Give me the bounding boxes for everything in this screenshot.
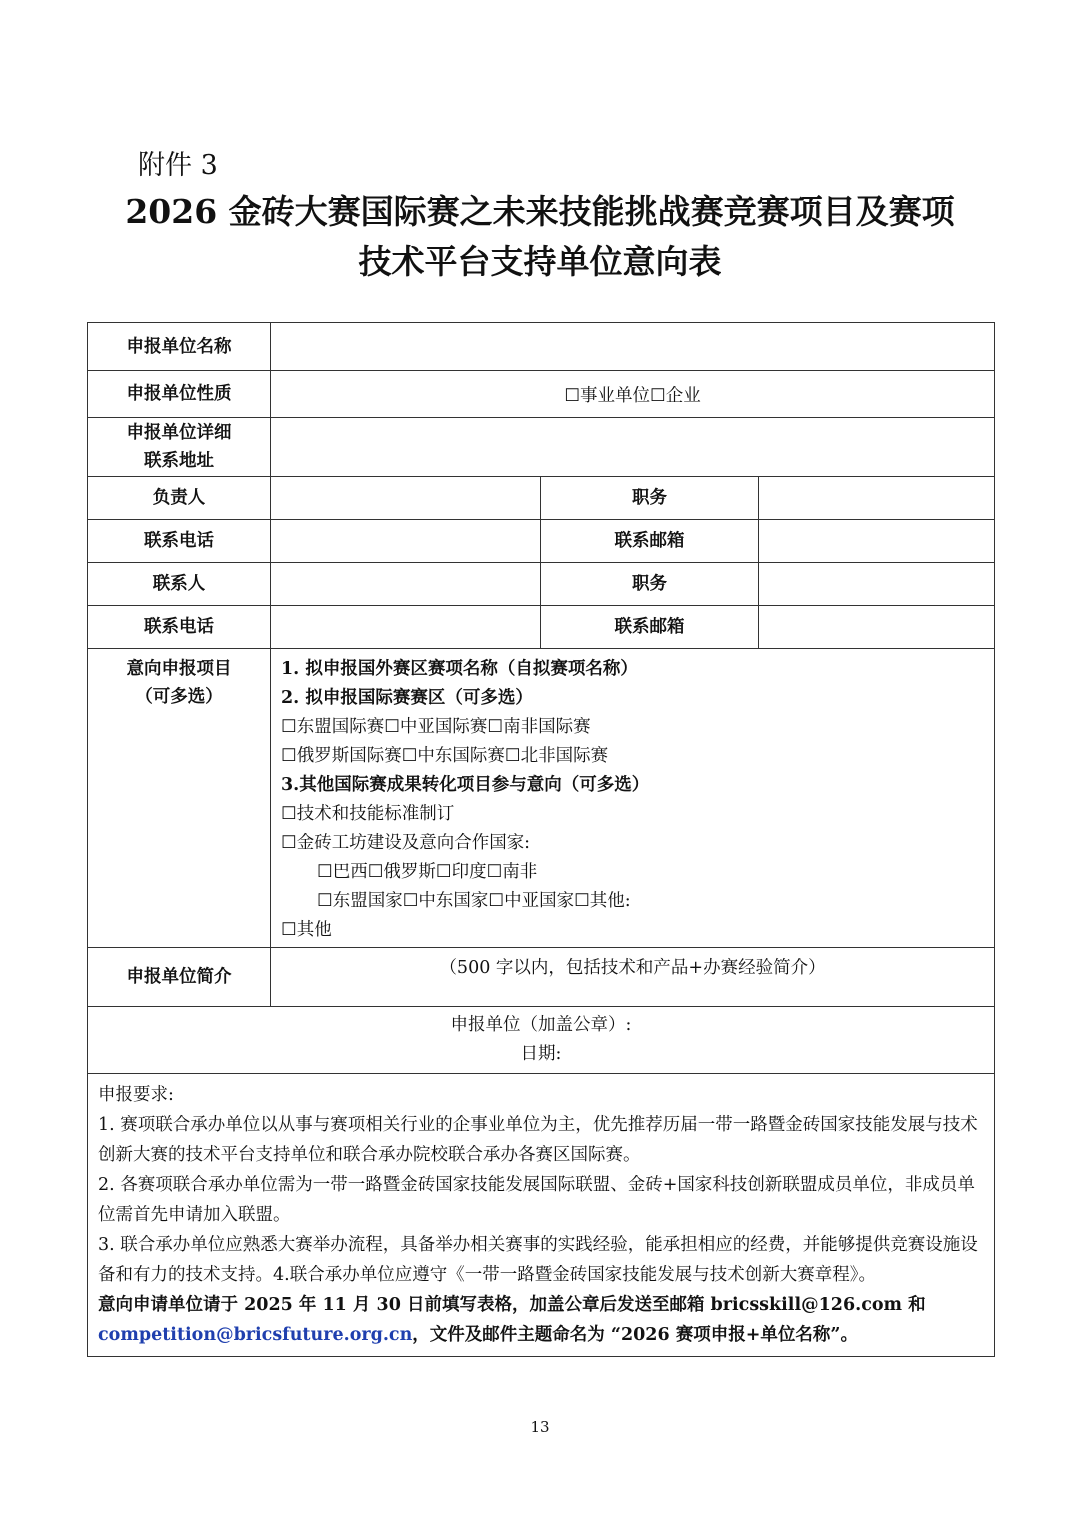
- row-requirements: [88, 1074, 995, 1357]
- unit-name-field[interactable]: [271, 323, 995, 371]
- intent-label-line2: （可多选）: [135, 687, 223, 707]
- intent-label-line1: 意向申报项目: [126, 659, 232, 679]
- intent-label: [88, 649, 271, 948]
- other-checkbox[interactable]: ☐其他: [281, 920, 332, 940]
- competition-email-link[interactable]: competition@bricsfuture.org.cn: [98, 1325, 413, 1345]
- row-unit-name: [88, 323, 995, 371]
- intent-options: [271, 649, 995, 948]
- address-label-line1: 申报单位详细: [126, 423, 232, 443]
- intro-field[interactable]: （500 字以内，包括技术和产品+办赛经验简介）: [271, 948, 995, 1007]
- zone-checkboxes-row2[interactable]: ☐俄罗斯国际赛☐中东国际赛☐北非国际赛: [281, 746, 609, 766]
- responsible-field[interactable]: [271, 477, 541, 520]
- requirements-heading: 申报要求:: [98, 1085, 174, 1105]
- country-checkboxes-row1[interactable]: ☐巴西☐俄罗斯☐印度☐南非: [317, 862, 538, 882]
- row-intent: [88, 649, 995, 948]
- unit-type-options[interactable]: ☐事业单位☐企业: [271, 371, 995, 418]
- address-field[interactable]: [271, 418, 995, 477]
- responsible-label: 负责人: [88, 477, 271, 520]
- submission-note-part2: ，文件及邮件主题命名为 “2026 赛项申报+单位名称”。: [412, 1325, 858, 1345]
- row-sign: [88, 1007, 995, 1074]
- contact-label: 联系人: [88, 563, 271, 606]
- unit-type-label: 申报单位性质: [88, 371, 271, 418]
- row-phone: [88, 520, 995, 563]
- workshop-checkbox[interactable]: ☐金砖工坊建设及意向合作国家:: [281, 833, 531, 853]
- intent-item1: 1. 拟申报国外赛区赛项名称（自拟赛项名称）: [281, 659, 638, 679]
- row-unit-type: [88, 371, 995, 418]
- zone-checkboxes-row1[interactable]: ☐东盟国际赛☐中亚国际赛☐南非国际赛: [281, 717, 591, 737]
- attachment-label: 附件 3: [138, 150, 218, 181]
- phone2-field[interactable]: [271, 606, 541, 649]
- submission-note: [98, 1290, 984, 1350]
- email2-label: 联系邮箱: [541, 606, 759, 649]
- requirement-1: 1. 赛项联合承办单位以从事与赛项相关行业的企事业单位为主，优先推荐历届一带一路暨金砖国家技能发展与技术创新大赛的技术平台支持单位和联合承办院校联合承办各赛区国际赛。: [98, 1115, 978, 1165]
- row-phone2: [88, 606, 995, 649]
- phone-field[interactable]: [271, 520, 541, 563]
- page-title-line1: 2026 金砖大赛国际赛之未来技能挑战赛竞赛项目及赛项: [125, 192, 955, 231]
- row-responsible: [88, 477, 995, 520]
- requirement-2: 2. 各赛项联合承办单位需为一带一路暨金砖国家技能发展国际联盟、金砖+国家科技创新联盟成员单位，非成员单位需首先申请加入联盟。: [98, 1175, 975, 1225]
- intent-item3: 3.其他国际赛成果转化项目参与意向（可多选）: [281, 775, 650, 795]
- intro-label: 申报单位简介: [88, 948, 271, 1007]
- position-field[interactable]: [759, 477, 995, 520]
- seal-label: 申报单位（加盖公章）:: [450, 1015, 632, 1035]
- address-label-line2: 联系地址: [144, 451, 214, 471]
- contact-field[interactable]: [271, 563, 541, 606]
- row-address: [88, 418, 995, 477]
- phone-label: 联系电话: [88, 520, 271, 563]
- requirements: [88, 1074, 995, 1357]
- page-number: 13: [530, 1418, 550, 1436]
- email2-field[interactable]: [759, 606, 995, 649]
- phone2-label: 联系电话: [88, 606, 271, 649]
- email-field[interactable]: [759, 520, 995, 563]
- email-label: 联系邮箱: [541, 520, 759, 563]
- row-contact: [88, 563, 995, 606]
- sign-area: [88, 1007, 995, 1074]
- position-label: 职务: [541, 477, 759, 520]
- intent-item2: 2. 拟申报国际赛赛区（可多选）: [281, 688, 533, 708]
- submission-note-part1: 意向申请单位请于 2025 年 11 月 30 日前填写表格，加盖公章后发送至邮箱 bricsskill@126.com 和: [98, 1295, 926, 1315]
- position2-field[interactable]: [759, 563, 995, 606]
- requirement-3: 3. 联合承办单位应熟悉大赛举办流程，具备举办相关赛事的实践经验，能承担相应的经费，并能够提供竞赛设施设备和有力的技术支持。4.联合承办单位应遵守《一带一路暨金砖国家技能发展与技术创新大赛章程》。: [98, 1235, 978, 1285]
- unit-name-label: 申报单位名称: [88, 323, 271, 371]
- page-title-line2: 技术平台支持单位意向表: [358, 242, 722, 281]
- date-label: 日期:: [520, 1044, 562, 1064]
- address-label: [88, 418, 271, 477]
- row-intro: [88, 948, 995, 1007]
- position2-label: 职务: [541, 563, 759, 606]
- standard-checkbox[interactable]: ☐技术和技能标准制订: [281, 804, 455, 824]
- country-checkboxes-row2[interactable]: ☐东盟国家☐中东国家☐中亚国家☐其他:: [317, 891, 631, 911]
- application-form-table: [87, 322, 995, 1357]
